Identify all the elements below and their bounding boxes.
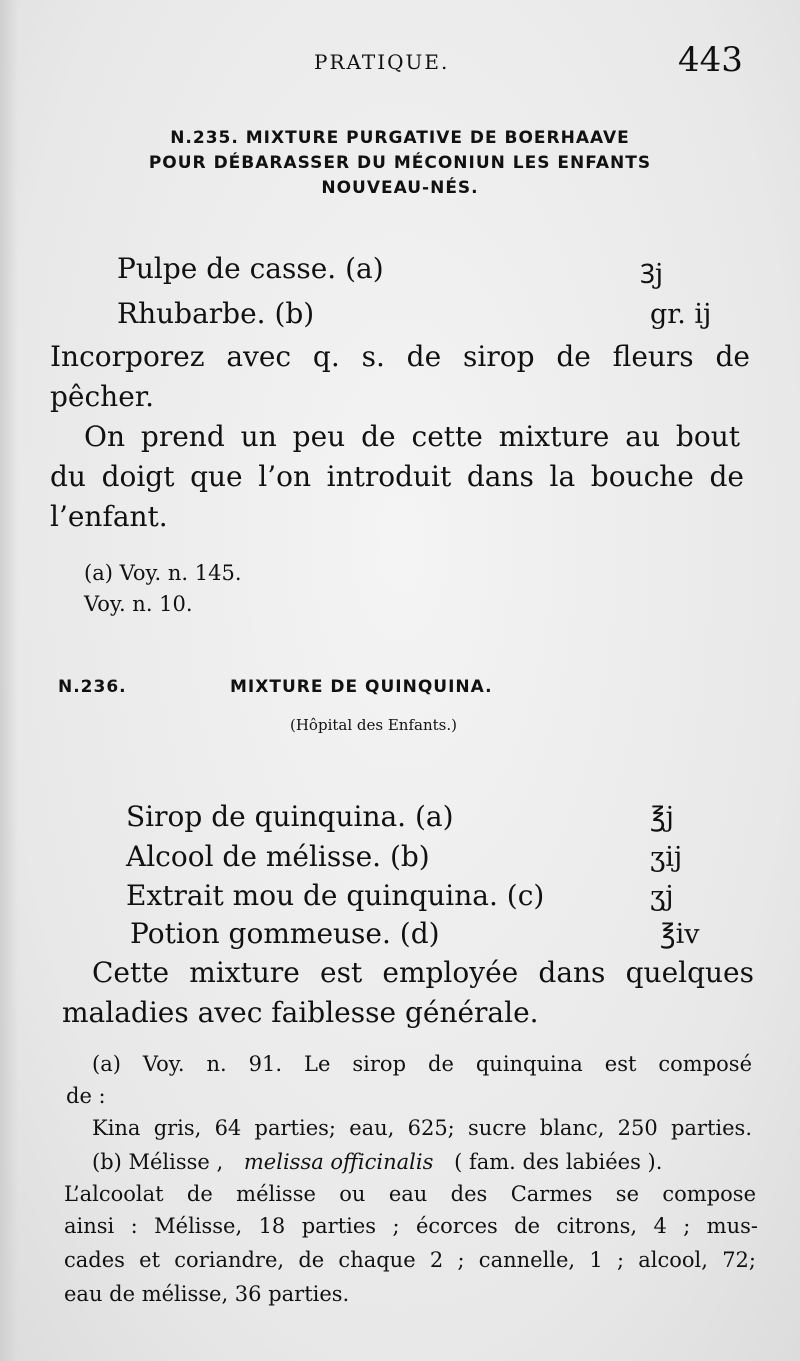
ingredient-dose: ʒij [650, 842, 683, 873]
body-text-line: Incorporez avec q. s. de sirop de fleurs de [50, 340, 750, 373]
footnote-line: Kina gris, 64 parties; eau, 625; sucre blanc, 250 parties. [92, 1116, 752, 1140]
page-number: 443 [678, 40, 743, 80]
body-text-line: pêcher. [50, 380, 154, 413]
body-text-line: du doigt que l’on introduit dans la bouche de [50, 460, 744, 493]
body-text-line: Cette mixture est employée dans quelques [92, 956, 754, 989]
ingredient-name: Extrait mou de quinquina. (c) [126, 879, 545, 912]
ingredient-name: Alcool de mélisse. (b) [126, 840, 430, 873]
footnote-line: Voy. n. 10. [84, 592, 193, 616]
footnote-segment: ( fam. des labiées ). [454, 1150, 663, 1174]
page-edge-shadow [0, 0, 18, 1361]
footnote-line: (a) Voy. n. 91. Le sirop de quinquina est composé [92, 1052, 752, 1076]
ingredient-dose: gr. ij [650, 299, 712, 330]
footnote-line: (a) Voy. n. 145. [84, 561, 242, 585]
footnote-line: ainsi : Mélisse, 18 parties ; écorces de citrons, 4 ; mus- [64, 1214, 758, 1238]
footnote-line: eau de mélisse, 36 parties. [64, 1282, 350, 1306]
footnote-line: cades et coriandre, de chaque 2 ; cannelle, 1 ; alcool, 72; [64, 1248, 756, 1272]
page-header [0, 40, 800, 90]
ingredient-name: Pulpe de casse. (a) [117, 252, 384, 285]
body-text-line: On prend un peu de cette mixture au bout [84, 420, 740, 453]
footnote-line: L’alcoolat de mélisse ou eau des Carmes se compose [64, 1182, 756, 1206]
recipe-235-title-line1: N.235. MIXTURE PURGATIVE DE BOERHAAVE [170, 128, 630, 148]
ingredient-dose: ℥iv [660, 919, 700, 950]
body-text-line: maladies avec faiblesse générale. [62, 996, 539, 1029]
ingredient-dose: Ꝫj [640, 259, 664, 290]
body-text-line: l’enfant. [50, 500, 168, 533]
ingredient-dose: ʒj [650, 881, 674, 912]
recipe-236-source: (Hôpital des Enfants.) [290, 716, 457, 734]
recipe-235-title-line3: NOUVEAU-NÉS. [321, 178, 479, 198]
recipe-236-number: N.236. [58, 677, 127, 697]
recipe-235-title-line2: POUR DÉBARASSER DU MÉCONIUN LES ENFANTS [148, 153, 652, 173]
footnote-italic-segment: melissa officinalis [243, 1150, 434, 1174]
ingredient-name: Rhubarbe. (b) [117, 297, 315, 330]
ingredient-name: Potion gommeuse. (d) [130, 917, 440, 950]
running-title: PRATIQUE. [314, 50, 450, 74]
ingredient-name: Sirop de quinquina. (a) [126, 800, 454, 833]
footnote-segment: (b) Mélisse , [92, 1150, 224, 1174]
ingredient-dose: ℥j [650, 802, 674, 833]
recipe-236-title: MIXTURE DE QUINQUINA. [230, 677, 493, 697]
footnote-line: de : [66, 1084, 106, 1108]
footnote-line [92, 1150, 662, 1174]
